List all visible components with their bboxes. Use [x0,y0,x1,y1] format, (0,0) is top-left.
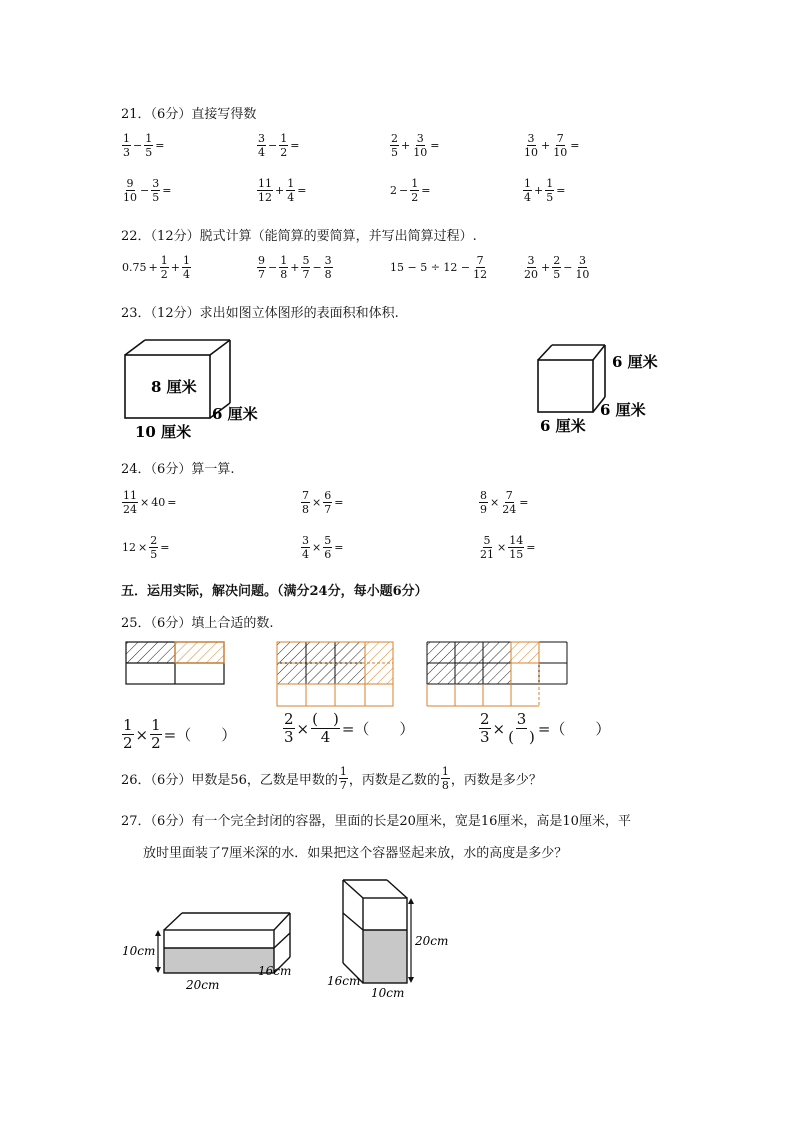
q27-line-1: 27．（6分）有一个完全封闭的容器，里面的长是20厘米，宽是16厘米，高是10厘米，平 [121,814,631,829]
q26-post: ，丙数是多少？ [450,773,542,788]
flat-height-label: 10cm [122,944,156,958]
operator: = [526,541,536,554]
fraction: $\frac{5}{6}$ [324,534,332,561]
fraction: $\frac{2}{5}$ [553,254,561,281]
cube-top-label: 6 厘米 [612,353,658,371]
fraction: $\frac{3}{10}$ [413,132,428,159]
fraction: $\frac{7}{8}$ [302,489,309,516]
q21-expr-6 [256,178,307,203]
operator: = [430,139,440,152]
container-flat-figure [118,905,298,995]
operator: = [297,184,307,197]
q25-eq-3 [478,712,611,745]
operator: × [490,496,500,509]
cuboid-height-label: 8 厘米 [151,378,197,396]
section5-heading: 五．运用实际，解决问题。（满分24分，每小题6分） [121,584,428,599]
fraction: $\frac{5}{21}$ [480,534,494,561]
operator: − [133,139,143,152]
q21-expr-7 [389,178,431,203]
q21-expr-5 [121,178,172,203]
fraction: $\frac{1}{3}$ [123,132,130,159]
q24-title: 24．（6分）算一算. [121,462,235,477]
fraction: $\frac{7}{24}$ [502,489,517,516]
fraction: $\frac{11}{12}$ [258,177,272,204]
fraction: $\frac{3}{( )}$ [508,710,535,746]
operator: = [421,184,431,197]
container-upright-figure [325,875,455,1005]
fraction: $\frac{9}{7}$ [258,254,265,281]
operator: = [160,541,170,554]
q22-expr-4 [522,255,591,280]
q26-frac-1: $\frac{1}{7}$ [339,765,347,792]
q25-eq-2 [282,712,415,745]
fraction: $\frac{6}{7}$ [324,489,332,516]
q23-title: 23．（12分）求出如图立体图形的表面积和体积. [121,306,399,321]
fraction: $\frac{1}{4}$ [287,177,295,204]
fraction: $\frac{1}{5}$ [145,132,153,159]
fraction: $\frac{1}{8}$ [280,254,288,281]
fraction: $\frac{14}{15}$ [509,534,524,561]
q25-eq-1 [121,718,237,751]
operator: × [497,541,507,554]
fraction: $\frac{9}{10}$ [123,177,137,204]
operator: = [570,139,580,152]
upright-width-label: 16cm [327,974,361,988]
fraction: $\frac{2}{3}$ [284,710,294,746]
operator: = [162,184,172,197]
q26-mid: ，丙数是乙数的 [348,773,440,788]
upright-height-label: 20cm [415,934,449,948]
fraction: $\frac{7}{10}$ [553,132,568,159]
operator: × [312,496,322,509]
fraction: $\frac{7}{12}$ [473,254,488,281]
q24-expr-5 [300,535,344,560]
operator: × [135,725,149,744]
cube-figure [530,335,670,440]
fraction: $\frac{3}{4}$ [302,534,309,561]
operator: − [268,261,278,274]
operator: 2 [390,184,397,197]
q27-line-2: 放时里面装了7厘米深的水．如果把这个容器竖起来放，水的高度是多少？ [143,846,568,861]
q24-expr-3 [478,490,529,515]
operator: + [148,261,158,274]
flat-width-label: 16cm [258,964,292,978]
fraction: $\frac{3}{10}$ [524,132,538,159]
cuboid-width-label: 6 厘米 [212,405,258,423]
fraction: $\frac{2}{5}$ [150,534,158,561]
operator: = [155,139,165,152]
cuboid-figure [115,335,285,445]
q25-grid-1 [120,640,230,688]
operator: − [140,184,150,197]
operator: − [312,261,322,274]
q21-expr-3 [389,133,440,158]
fraction: $\frac{1}{2}$ [411,177,419,204]
operator: = [556,184,566,197]
fraction: $\frac{2}{3}$ [480,710,490,746]
fraction: $\frac{5}{7}$ [302,254,310,281]
cuboid-length-label: 10 厘米 [135,423,192,441]
fraction: $\frac{11}{24}$ [123,489,137,516]
operator: × [492,719,506,738]
operator: + [290,261,300,274]
operator: + [275,184,285,197]
operator: × [140,496,150,509]
operator: = [290,139,300,152]
fraction: $\frac{1}{2}$ [160,254,168,281]
q26-frac-2: $\frac{1}{8}$ [441,765,449,792]
operator: + [170,261,180,274]
fraction: $\frac{1}{2}$ [151,716,161,752]
operator: + [541,261,551,274]
fraction: $\frac{1}{5}$ [546,177,554,204]
q25-grid-2 [272,640,397,708]
operator: 15 − 5 ÷ 12 − [390,261,471,274]
q21-expr-2 [256,133,300,158]
operator: 40 [151,496,166,509]
fraction: $\frac{( )}{4}$ [312,710,339,746]
operator: + [541,139,551,152]
q21-title: 21．（6分）直接写得数 [121,107,257,122]
fraction: $\frac{3}{20}$ [524,254,538,281]
fraction: $\frac{1}{2}$ [123,716,133,752]
operator: = [334,541,344,554]
q25-title: 25．（6分）填上合适的数. [121,616,274,631]
operator: + [534,184,544,197]
q22-expr-1 [121,255,192,280]
operator: = [167,496,177,509]
operator: × [312,541,322,554]
upright-length-label: 10cm [371,986,405,1000]
operator: × [138,541,148,554]
q26-text [121,766,542,791]
q21-expr-4 [522,133,580,158]
operator: 12 [122,541,136,554]
q21-expr-8 [522,178,566,203]
fraction: $\frac{3}{8}$ [324,254,332,281]
q22-expr-2 [256,255,334,280]
fraction: $\frac{3}{10}$ [575,254,590,281]
q24-expr-6 [478,535,536,560]
operator: − [268,139,278,152]
q22-title: 22．（12分）脱式计算（能简算的要简算，并写出简算过程）. [121,229,477,244]
cube-side-label: 6 厘米 [600,401,646,419]
fraction: $\frac{1}{2}$ [280,132,288,159]
q21-expr-1 [121,133,165,158]
cube-bottom-label: 6 厘米 [540,417,586,435]
operator: =（ ） [537,720,611,738]
operator: =（ ） [341,720,415,738]
operator: = [334,496,344,509]
operator: + [401,139,411,152]
fraction: $\frac{1}{4}$ [524,177,531,204]
operator: 0.75 [122,261,147,274]
fraction: $\frac{3}{5}$ [152,177,160,204]
fraction: $\frac{8}{9}$ [480,489,487,516]
flat-length-label: 20cm [186,978,220,992]
operator: − [399,184,409,197]
operator: = [519,496,529,509]
q26-pre: 26．（6分）甲数是56，乙数是甲数的 [121,773,338,788]
q22-expr-3 [389,255,489,280]
fraction: $\frac{3}{4}$ [258,132,265,159]
operator: =（ ） [163,726,237,744]
q24-expr-4 [121,535,170,560]
operator: − [563,261,573,274]
q24-expr-1 [121,490,177,515]
operator: × [296,719,310,738]
q25-grid-3 [422,640,572,708]
fraction: $\frac{1}{4}$ [182,254,190,281]
q24-expr-2 [300,490,344,515]
fraction: $\frac{2}{5}$ [391,132,398,159]
